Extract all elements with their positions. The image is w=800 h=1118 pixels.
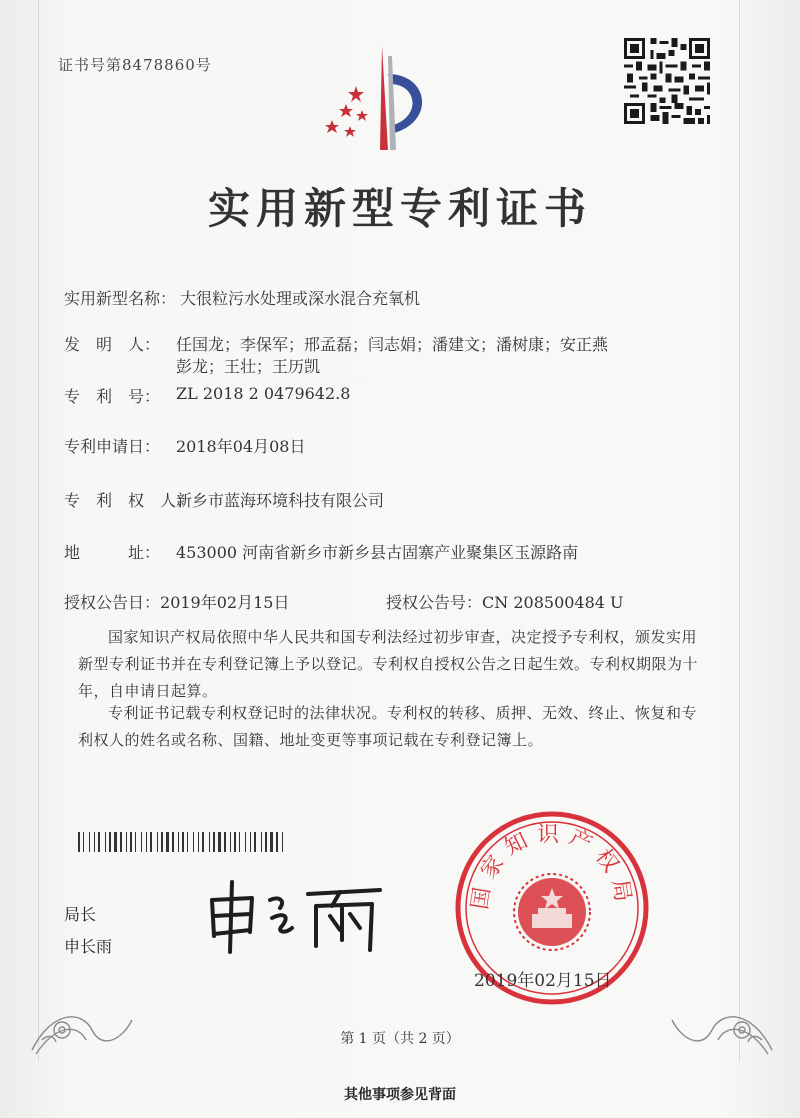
field-label: 授权公告号： [386,593,483,612]
field-label: 专 利 权 人： [64,491,193,510]
national-emblem-icon [514,874,590,950]
field-value-line1: 任国龙；李保军；邢孟磊；闫志娟；潘建文；潘树康；安正燕 [176,335,609,354]
field-value-line2: 彭龙；王壮；王历凯 [176,357,321,376]
statement-paragraph-1: 国家知识产权局依照中华人民共和国专利法经过初步审查，决定授予专利权，颁发实用新型专利证书并在专利登记簿上予以登记。专利权自授权公告之日起生效。专利权期限为十年，自申请日起算。 [78,628,699,700]
field-value: 2019年02月15日 [160,593,290,612]
field-value: CN 208500484 U [482,593,624,612]
field-patent-number [64,384,724,406]
barcode [78,832,288,852]
field-value: 新乡市蓝海环境科技有限公司 [176,491,385,510]
field-label: 地 址： [64,543,161,562]
corner-ornament-icon [662,990,782,1060]
certificate-number: 证书号第8478860号 [58,56,212,74]
handwritten-signature [200,870,390,960]
corner-ornament-icon [22,990,142,1060]
field-grant-number [386,590,624,613]
field-utility-model-name [64,286,724,308]
cnipa-logo [318,38,448,156]
field-label: 授权公告日： [64,593,161,612]
certificate-title: 实用新型专利证书 [207,184,592,233]
field-address [64,540,744,562]
field-patentee [64,488,724,510]
field-value: 2018年04月08日 [176,437,306,456]
field-value: 大很粒污水处理或深水混合充氧机 [180,289,421,308]
field-label: 专利申请日： [64,437,161,456]
field-label: 发 明 人： [64,335,161,354]
page-number: 第 1 页（共 2 页） [340,1031,460,1047]
field-label: 专 利 号： [64,387,161,406]
field-value: 453000 河南省新乡市新乡县古固寨产业聚集区玉源路南 [176,543,579,562]
signatory-name: 申长雨 [64,939,113,956]
field-value: ZL 2018 2 0479642.8 [176,384,351,403]
field-filing-date [64,434,724,456]
field-grant-date [64,590,289,613]
field-label: 实用新型名称： [64,289,177,308]
seal-text: 国家知识产权局 [467,822,637,912]
statement-paragraph-2: 专利证书记载专利权登记时的法律状况。专利权的转移、质押、无效、终止、恢复和专利权人的姓名或名称、国籍、地址变更等事项记载在专利登记簿上。 [78,704,698,749]
qr-code [624,38,710,124]
signatory-role: 局长 [64,907,97,924]
footer-note: 其他事项参见背面 [344,1087,456,1103]
seal-date: 2019年02月15日 [474,971,612,991]
field-inventors [64,332,744,376]
